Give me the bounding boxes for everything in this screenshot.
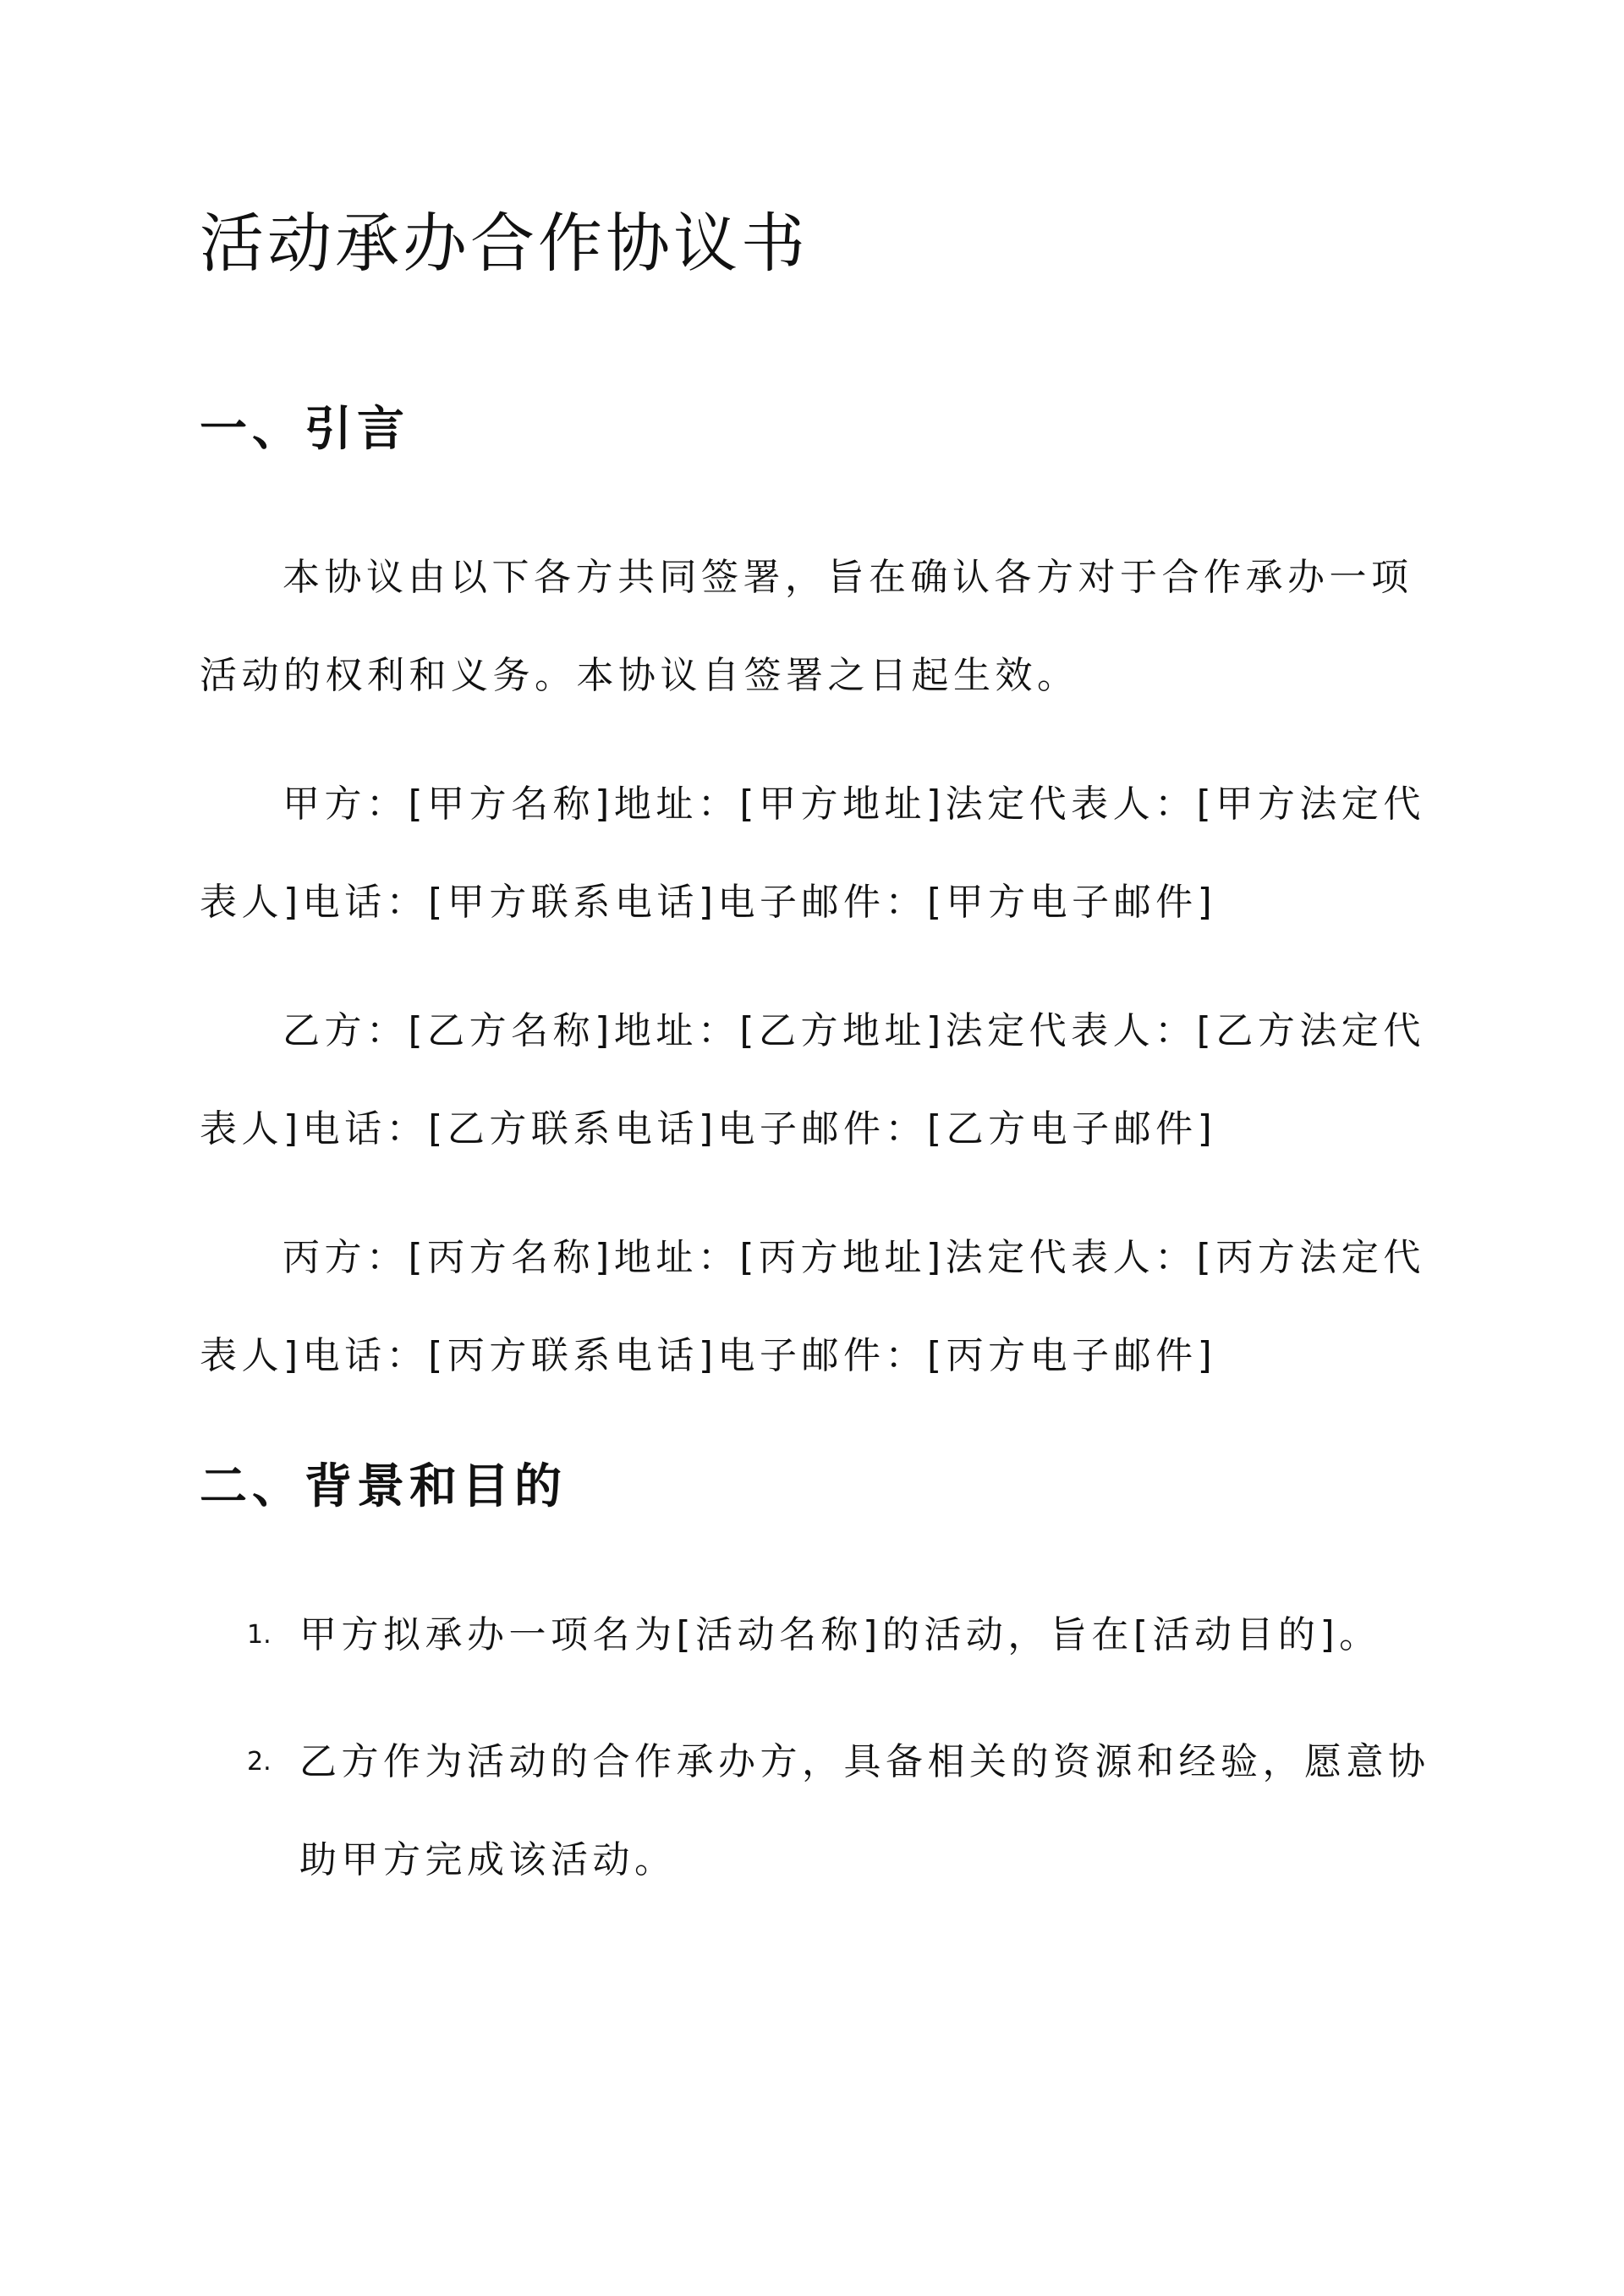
section-heading-background: 二、背景和目的 (200, 1459, 567, 1514)
list-item (200, 1713, 1435, 1909)
list-number: 2. (247, 1747, 272, 1777)
list-item-text: 甲方拟承办一项名为[活动名称]的活动，旨在[活动目的]。 (299, 1613, 1381, 1656)
section-heading-introduction: 一、引言 (200, 402, 409, 457)
party-c-details: 丙方：[丙方名称]地址：[丙方地址]法定代表人：[丙方法定代表人]电话：[丙方联系电话]电子邮件：[丙方电子邮件] (200, 1236, 1425, 1377)
party-b-details: 乙方：[乙方名称]地址：[乙方地址]法定代表人：[乙方法定代表人]电话：[乙方联系电话]电子邮件：[乙方电子邮件] (200, 1009, 1425, 1151)
list-item-text: 乙方作为活动的合作承办方，具备相关的资源和经验，愿意协助甲方完成该活动。 (299, 1740, 1430, 1881)
introduction-paragraph: 本协议由以下各方共同签署，旨在确认各方对于合作承办一项活动的权利和义务。本协议自签署之日起生效。 (200, 556, 1413, 697)
document-title: 活动承办合作协议书 (200, 206, 809, 281)
party-a-details: 甲方：[甲方名称]地址：[甲方地址]法定代表人：[甲方法定代表人]电话：[甲方联系电话]电子邮件：[甲方电子邮件] (200, 783, 1425, 924)
list-item (200, 1586, 1435, 1684)
list-number: 1. (247, 1620, 272, 1650)
